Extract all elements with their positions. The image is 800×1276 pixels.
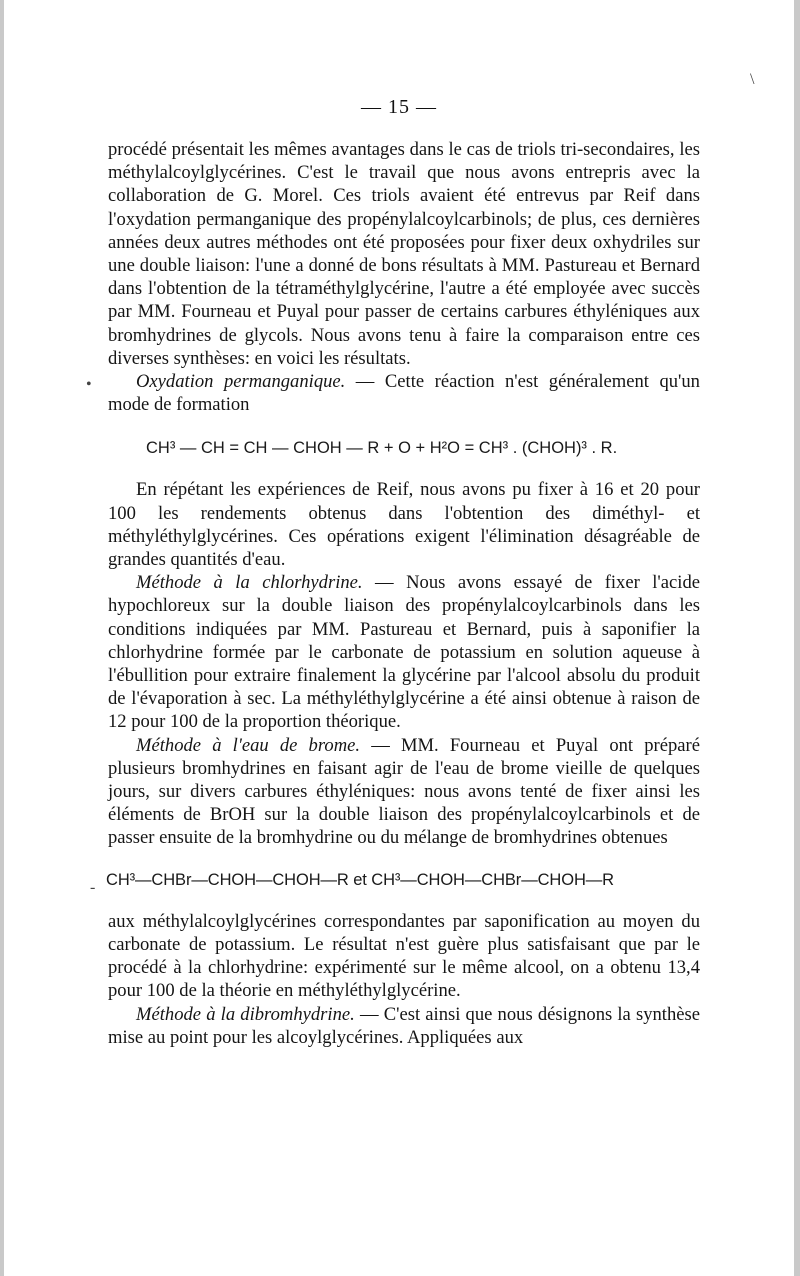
page-number: — 15 — [361,96,437,118]
paragraph-bromine-water [108,734,700,850]
paragraph-dibromhydrin-text: — C'est ainsi que nous désignons la synthèse mise au point pour les alcoylglycérines. Appliquées aux [108,1003,701,1048]
paragraph-bromine-results: aux méthylalcoylglycérines correspondantes par saponification au moyen du carbonate de potassium. Le résultat n'est guère plus satisfaisant que par le procédé à la chlorhydrine: expérimenté sur le même alcool, on a obtenu 13,4 pour 100 de la théorie en méthyléthylglycérine. [108,910,700,1002]
paragraph-dibromhydrin [108,1003,700,1049]
paragraph-chlorhydrin-text: — Nous avons essayé de fixer l'acide hypochloreux sur la double liaison des propénylalcoylcarbinols dans les conditions indiquées par MM. Pastureau et Bernard, puis à saponifier la chlorhydrine formée par le carbonate de potassium en solution aqueuse à l'ébullition pour extraire finalement la glycérine par l'alcool absolu du produit de l'évaporation à sec. La méthyléthylglycérine a été ainsi obtenue à raison de 12 pour 100 de la proportion théorique. [108,572,700,733]
paragraph-bromine-water-text: — MM. Fourneau et Puyal ont préparé plusieurs bromhydrines en faisant agir de l'eau de brome vieille de quelques jours, sur divers carbures éthyléniques: nous avons tenté de fixer ainsi les éléments de BrOH sur la double liaison des propénylalcoylcarbinols et de passer ensuite de la bromhydrine ou du mélange de bromhydrines obtenues [108,734,701,849]
paragraph-intro: procédé présentait les mêmes avantages dans le cas de triols tri-secondaires, les méthylalcoylglycérines. C'est le travail que nous avons entrepris avec la collaboration de G. Morel. Ces triols avaient été entrevus par Reif dans l'oxydation permanganique des propénylalcoylcarbinols; de plus, ces dernières années deux autres méthodes ont été proposées pour fixer deux oxhydriles sur une double liaison: l'une a donné de bons résultats à MM. Pastureau et Bernard dans l'obtention de la tétraméthylglycérine, l'autre a été employée avec succès par MM. Fourneau et Puyal pour passer de certains carbures éthyléniques aux bromhydrines de glycols. Nous avons tenu à faire la comparaison entre ces diverses synthèses: en voici les résultats. [108,139,700,369]
margin-dash-mark: - [90,879,96,896]
margin-tick-mark: \ [750,71,755,88]
section-heading-permanganate: Oxydation permanganique. [136,371,346,393]
formula-oxidation: CH³ — CH = CH — CHOH — R + O + H²O = CH³ . (CHOH)³ . R. [146,439,618,458]
paragraph-permanganate [108,370,700,416]
section-heading-dibromhydrin: Méthode à la dibromhydrine. [136,1003,355,1025]
document-page [4,0,794,1276]
body-text [108,138,700,1049]
paragraph-chlorhydrin [108,571,700,733]
margin-bullet-mark: • [86,376,92,393]
section-heading-bromine-water: Méthode à l'eau de brome. [136,734,361,756]
paragraph-permanganate-text: — Cette réaction n'est généralement qu'un mode de formation [108,371,700,416]
section-heading-chlorhydrin: Méthode à la chlorhydrine. [136,572,363,594]
paragraph-reif-results: En répétant les expériences de Reif, nous avons pu fixer à 16 et 20 pour 100 les rendements obtenus dans l'obtention des diméthyl- et méthyléthylglycérines. Ces opérations exigent l'élimination désagréable de grandes quantités d'eau. [108,479,700,571]
formula-bromhydrins: CH³—CHBr—CHOH—CHOH—R et CH³—CHOH—CHBr—CHOH—R [106,870,615,889]
